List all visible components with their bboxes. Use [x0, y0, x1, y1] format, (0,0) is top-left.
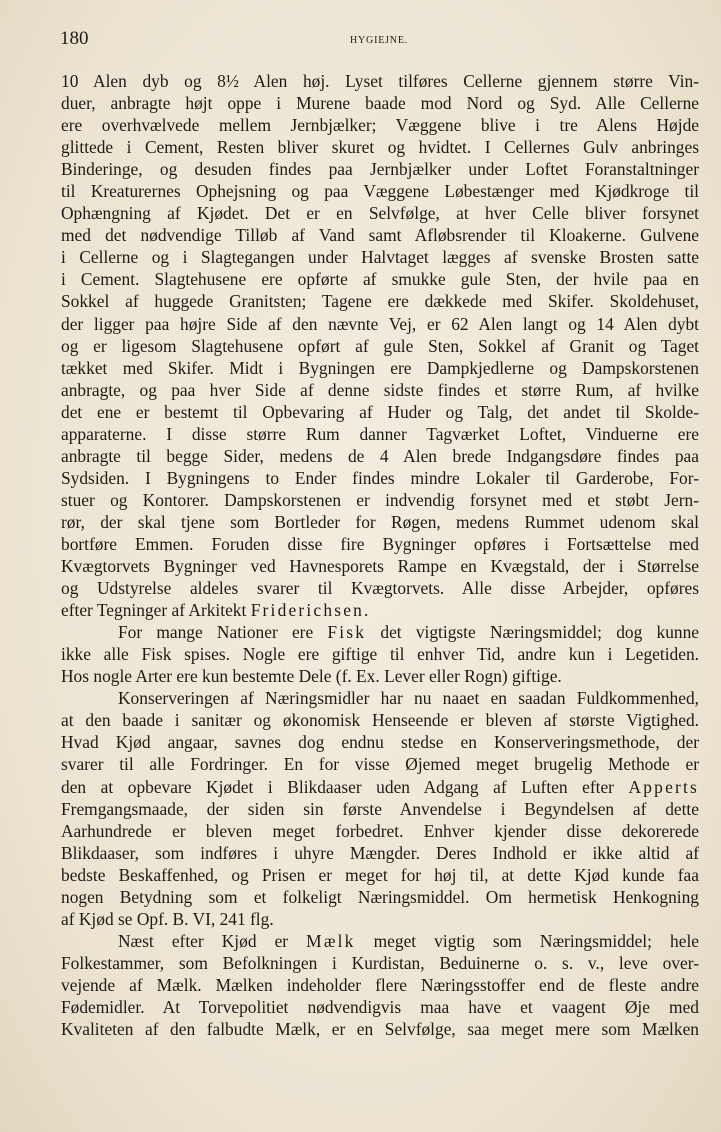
text-line — [61, 290, 699, 312]
text-line — [61, 930, 699, 952]
line-text: ere overhvælvede mellem Jernbjælker; Væggene blive i tre Alens Højde — [61, 115, 699, 136]
line-text-after: . — [364, 600, 369, 621]
text-line — [61, 864, 699, 886]
line-text: Sokkel af huggede Granitsten; Tagene ere dækkede med Skifer. Skoldehuset, — [61, 291, 699, 312]
text-line — [61, 335, 699, 357]
line-text: Kvægtorvets Bygninger ved Havnesporets Rampe en Kvægstald, der i Størrelse — [61, 556, 699, 577]
line-text: i Cellerne og i Slagtegangen under Halvtaget lægges af svenske Brosten satte — [61, 247, 699, 268]
text-line — [61, 202, 699, 224]
line-text: Næst efter Kjød er — [118, 930, 307, 951]
line-text: at den baade i sanitær og økonomisk Henseende er bleven af største Vigtighed. — [61, 710, 699, 731]
line-text: den at opbevare Kjødet i Blikdaaser uden Adgang af Luften efter — [61, 776, 629, 797]
page-header — [60, 28, 700, 54]
text-line — [61, 180, 699, 202]
line-text: Sydsiden. I Bygningens to Ender findes mindre Lokaler til Garderobe, For- — [61, 467, 699, 488]
text-line — [61, 246, 699, 268]
text-line — [61, 467, 699, 489]
body-text — [61, 70, 699, 1040]
text-line — [61, 996, 699, 1018]
text-line — [61, 577, 699, 599]
text-line — [61, 731, 699, 753]
text-line — [61, 379, 699, 401]
text-line — [61, 70, 699, 92]
text-line — [61, 533, 699, 555]
text-line — [61, 974, 699, 996]
line-text: og er ligesom Slagtehusene opført af gule Sten, Sokkel af Granit og Taget — [61, 335, 699, 356]
spaced-emphasis: Friderichsen — [250, 600, 365, 621]
line-text: anbragte, og paa hver Side af denne sidste findes et større Rum, af hvilke — [61, 379, 699, 400]
text-line — [61, 136, 699, 158]
line-text: Binderinge, og desuden findes paa Jernbjælker under Loftet Foranstaltninger — [61, 159, 699, 180]
line-text: stuer og Kontorer. Dampskorstenen er indvendig forsynet med et støbt Jern- — [61, 489, 699, 510]
line-text-after: det vigtigste Næringsmiddel; dog kunne — [366, 622, 699, 643]
line-text: Aarhundrede er bleven meget forbedret. Enhver kjender disse dekorerede — [61, 820, 699, 841]
line-text: svarer til alle Fordringer. En for visse Øjemed meget brugelig Methode er — [61, 754, 699, 775]
line-text: duer, anbragte højt oppe i Murene baade mod Nord og Syd. Alle Cellerne — [61, 93, 699, 114]
line-text: bedste Beskaffenhed, og Prisen er meget for høj til, at dette Kjød kunde faa — [61, 864, 699, 885]
line-text: med det nødvendige Tilløb af Vand samt Afløbsrender til Kloakerne. Gulvene — [61, 225, 699, 246]
line-text: tækket med Skifer. Midt i Bygningen ere Dampkjedlerne og Dampskorstenen — [61, 357, 699, 378]
text-line — [61, 158, 699, 180]
text-line — [61, 908, 699, 930]
line-text: Ophængning af Kjødet. Det er en Selvfølge, at hver Celle bliver forsynet — [61, 203, 699, 224]
line-text: Hvad Kjød angaar, savnes dog endnu stedse en Konserveringsmethode, der — [61, 732, 699, 753]
line-text: vejende af Mælk. Mælken indeholder flere Næringsstoffer end de fleste andre — [61, 974, 699, 995]
line-text-after: meget vigtig som Næringsmiddel; hele — [355, 930, 699, 951]
text-line — [61, 709, 699, 731]
text-line — [61, 92, 699, 114]
text-line — [61, 268, 699, 290]
text-line — [61, 776, 699, 798]
page-number: 180 — [60, 28, 89, 49]
text-line — [61, 687, 699, 709]
line-text: efter Tegninger af Arkitekt — [61, 600, 251, 621]
line-text: Fremgangsmaade, der siden sin første Anvendelse i Begyndelsen af dette — [61, 798, 699, 819]
text-line — [61, 555, 699, 577]
line-text: af Kjød se Opf. B. VI, 241 flg. — [61, 908, 274, 929]
line-text: Folkestammer, som Befolkningen i Kurdistan, Beduinerne o. s. v., leve over- — [61, 952, 699, 973]
text-line — [61, 820, 699, 842]
line-text: nogen Betydning som et folkeligt Næringsmiddel. Om hermetisk Henkogning — [61, 886, 699, 907]
text-line — [61, 665, 699, 687]
line-text: til Kreaturernes Ophejsning og paa Væggene Løbestænger med Kjødkroge til — [61, 181, 699, 202]
line-text: Blikdaaser, som indføres i uhyre Mængder. Deres Indhold er ikke altid af — [61, 842, 699, 863]
spaced-emphasis: Apperts — [628, 776, 699, 797]
line-text: glittede i Cement, Resten bliver skuret og hvidtet. I Cellernes Gulv anbringes — [61, 137, 699, 158]
line-text: anbragte til begge Sider, medens de 4 Alen brede Indgangsdøre findes paa — [61, 445, 699, 466]
text-line — [61, 842, 699, 864]
text-line — [61, 313, 699, 335]
line-text: og Udstyrelse aldeles svarer til Kvægtorvets. Alle disse Arbejder, opføres — [61, 578, 699, 599]
text-line — [61, 1018, 699, 1040]
spaced-emphasis: Fisk — [327, 622, 367, 643]
text-line — [61, 489, 699, 511]
spaced-emphasis: Mælk — [306, 930, 356, 951]
text-line — [61, 798, 699, 820]
running-title: HYGIEJNE. — [350, 35, 409, 46]
text-line — [61, 753, 699, 775]
line-text: Kvaliteten af den falbudte Mælk, er en Selvfølge, saa meget mere som Mælken — [61, 1019, 699, 1040]
line-text: Konserveringen af Næringsmidler har nu naaet en saadan Fuldkommenhed, — [118, 688, 699, 709]
line-text: For mange Nationer ere — [118, 622, 328, 643]
text-line — [61, 224, 699, 246]
line-text: bortføre Emmen. Foruden disse fire Bygninger opføres i Fortsættelse med — [61, 533, 699, 554]
text-line — [61, 445, 699, 467]
line-text: der ligger paa højre Side af den nævnte Vej, er 62 Alen langt og 14 Alen dybt — [61, 313, 699, 334]
text-line — [61, 114, 699, 136]
line-text: Hos nogle Arter ere kun bestemte Dele (f. Ex. Lever eller Rogn) giftige. — [61, 666, 562, 687]
text-line — [61, 423, 699, 445]
line-text: Fødemidler. At Torvepolitiet nødvendigvis maa have et vaagent Øje med — [61, 996, 699, 1017]
text-line — [61, 357, 699, 379]
line-text: apparaterne. I disse større Rum danner Tagværket Loftet, Vinduerne ere — [61, 423, 699, 444]
text-line — [61, 599, 699, 621]
line-text: rør, der skal tjene som Bortleder for Røgen, medens Rummet udenom skal — [61, 511, 699, 532]
line-text: det ene er bestemt til Opbevaring af Huder og Talg, det andet til Skolde- — [61, 401, 699, 422]
line-text: ikke alle Fisk spises. Nogle ere giftige til enhver Tid, andre kun i Legetiden. — [61, 644, 699, 665]
text-line — [61, 621, 699, 643]
line-text: 10 Alen dyb og 8½ Alen høj. Lyset tilføres Cellerne gjennem større Vin- — [61, 71, 699, 91]
text-line — [61, 886, 699, 908]
text-line — [61, 511, 699, 533]
line-text: i Cement. Slagtehusene ere opførte af smukke gule Sten, der hvile paa en — [61, 269, 699, 290]
text-line — [61, 401, 699, 423]
text-line — [61, 643, 699, 665]
text-line — [61, 952, 699, 974]
